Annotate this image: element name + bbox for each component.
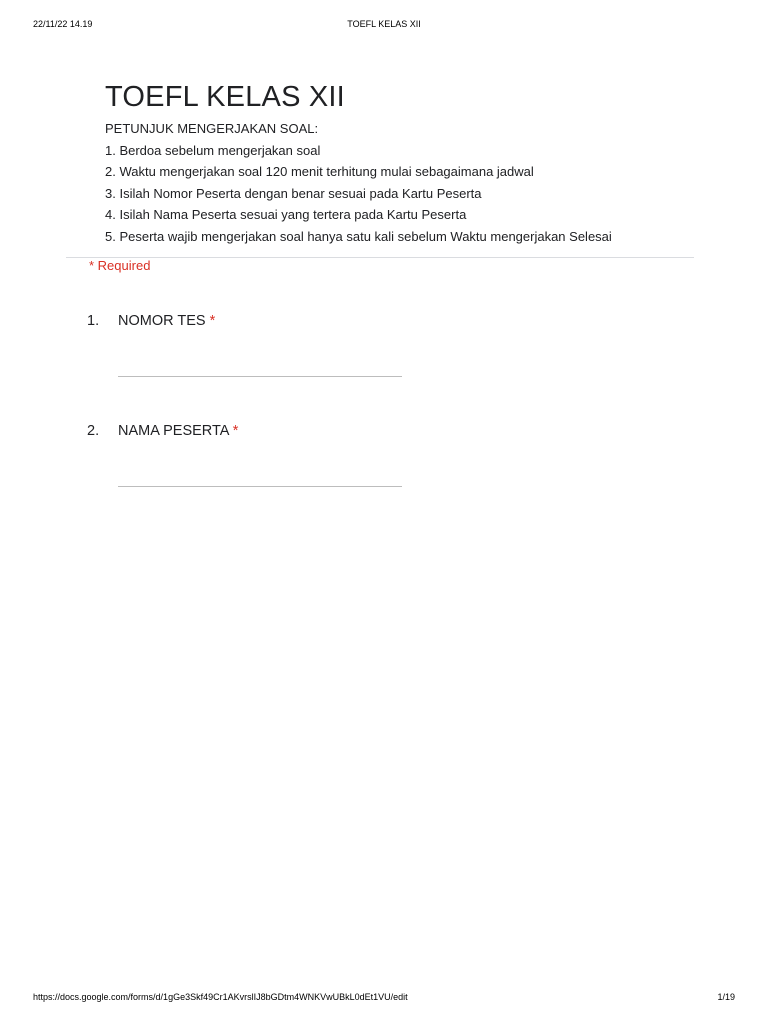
question-label <box>118 313 215 329</box>
required-note: * Required <box>89 258 151 273</box>
print-timestamp: 22/11/22 14.19 <box>33 19 93 29</box>
instruction-item: 3. Isilah Nomor Peserta dengan benar sesuai pada Kartu Peserta <box>105 185 482 201</box>
form-description <box>105 118 705 247</box>
form-header <box>105 78 705 247</box>
print-header <box>0 19 768 31</box>
print-document-title: TOEFL KELAS XII <box>347 19 421 29</box>
question-number: 1. <box>87 313 100 329</box>
question-label-text: NAMA PESERTA <box>118 423 229 439</box>
question-number: 2. <box>87 423 100 439</box>
question-label-text: NOMOR TES <box>118 313 206 329</box>
nomor-tes-input[interactable] <box>118 376 402 377</box>
nama-peserta-input[interactable] <box>118 486 402 487</box>
instruction-item: 5. Peserta wajib mengerjakan soal hanya satu kali sebelum Waktu mengerjakan Selesai <box>105 228 612 244</box>
page-number: 1/19 <box>717 992 735 1002</box>
form-title: TOEFL KELAS XII <box>105 81 345 113</box>
instruction-item: 4. Isilah Nama Peserta sesuai yang tertera pada Kartu Peserta <box>105 207 467 222</box>
header-divider <box>66 257 694 258</box>
instructions-heading: PETUNJUK MENGERJAKAN SOAL: <box>105 121 319 136</box>
instruction-item: 1. Berdoa sebelum mengerjakan soal <box>105 142 321 158</box>
instruction-item: 2. Waktu mengerjakan soal 120 menit terhitung mulai sebagaimana jadwal <box>105 164 534 179</box>
question-label <box>118 423 238 439</box>
print-url: https://docs.google.com/forms/d/1gGe3Skf49Cr1AKvrslIJ8bGDtm4WNKVwUBkL0dEt1VU/edit <box>33 992 408 1002</box>
required-asterisk: * <box>209 313 216 329</box>
required-asterisk: * <box>232 423 239 439</box>
